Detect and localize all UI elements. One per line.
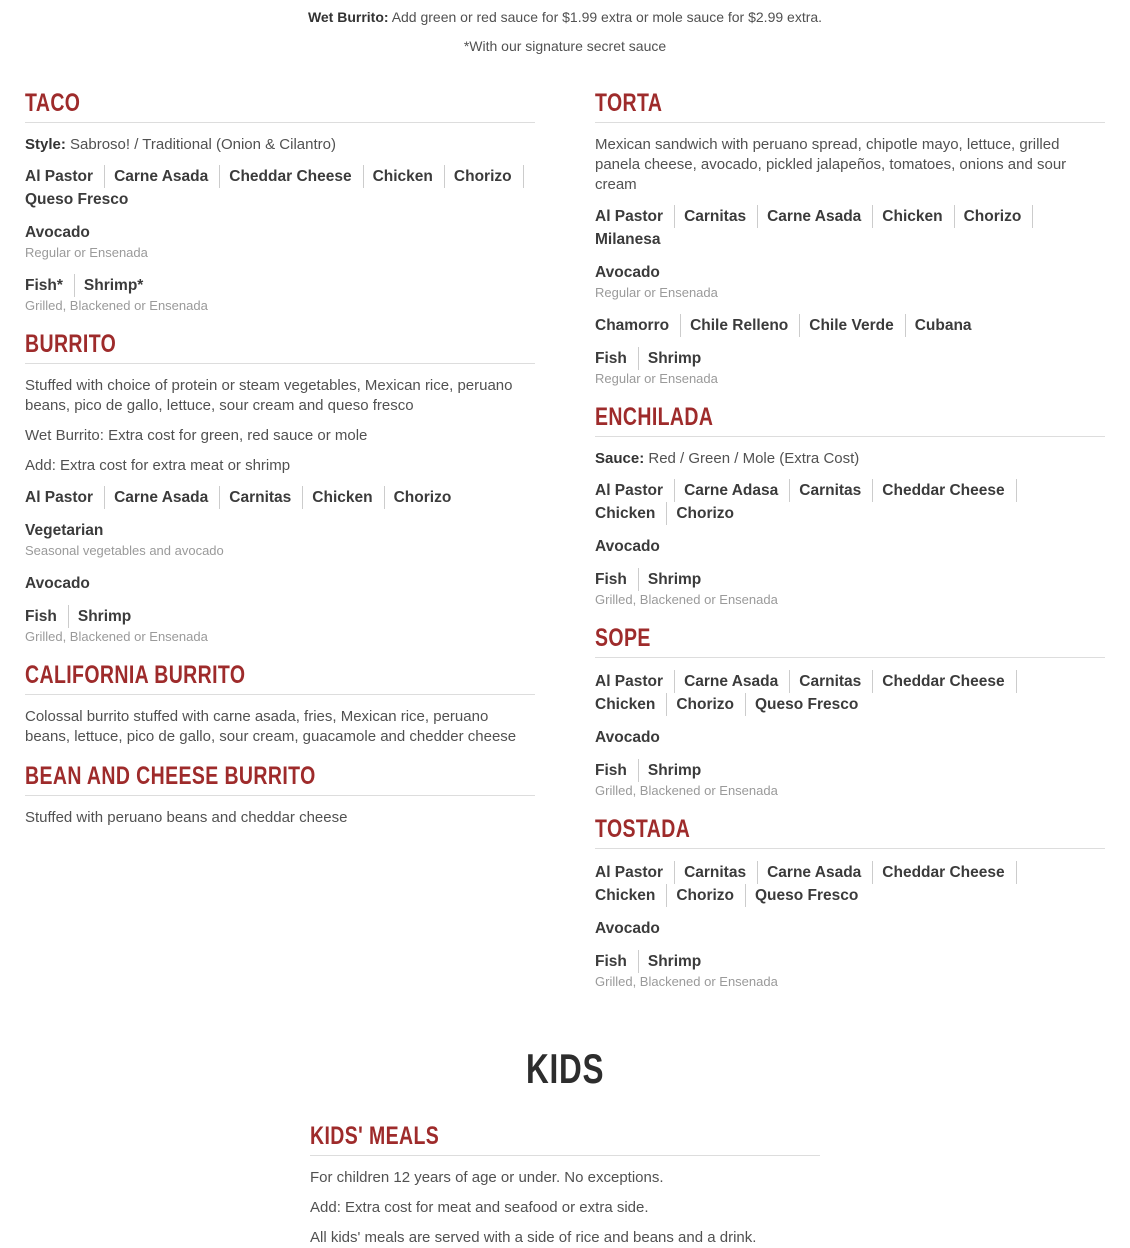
- option-row: [595, 759, 1105, 782]
- option-group: [25, 486, 535, 509]
- wet-burrito-label: Wet Burrito:: [307, 9, 389, 25]
- menu-item: Vegetarian: [25, 522, 104, 539]
- menu-item: Cubana: [914, 317, 972, 334]
- option-group: [595, 347, 1105, 388]
- menu-item: Chorizo: [454, 165, 524, 188]
- section-title: BEAN AND CHEESE BURRITO: [25, 762, 316, 790]
- right-column: [595, 88, 1105, 1005]
- menu-item: Chorizo: [964, 205, 1034, 228]
- menu-item: Chile Verde: [809, 314, 905, 337]
- option-row: [25, 165, 535, 211]
- option-row: [595, 670, 1105, 716]
- section-description: Stuffed with peruano beans and cheddar cheese: [25, 809, 348, 826]
- menu-item: Chorizo: [676, 505, 734, 522]
- option-group: [25, 519, 535, 560]
- section-underline: [25, 795, 535, 796]
- menu-item: Chile Relleno: [690, 314, 800, 337]
- menu-item: Cheddar Cheese: [882, 861, 1016, 884]
- option-group: [595, 535, 1105, 558]
- section-underline: [25, 694, 535, 695]
- option-row: [595, 861, 1105, 907]
- menu-item: Avocado: [595, 920, 660, 937]
- option-group: [595, 479, 1105, 525]
- menu-item: Queso Fresco: [755, 696, 859, 713]
- option-group: [595, 568, 1105, 609]
- menu-item: Chicken: [373, 165, 445, 188]
- option-group: [595, 670, 1105, 716]
- menu-section: [595, 814, 1105, 991]
- option-group: [25, 274, 535, 315]
- option-subtext: Grilled, Blackened or Ensenada: [25, 629, 208, 644]
- kids-group-title-text: KIDS: [525, 1045, 605, 1092]
- menu-columns: [0, 88, 1130, 1005]
- menu-item: Shrimp*: [83, 277, 144, 294]
- style-value: Sabroso! / Traditional (Onion & Cilantro): [70, 136, 336, 153]
- menu-item: Chicken: [595, 884, 667, 907]
- option-subtext: Grilled, Blackened or Ensenada: [25, 298, 208, 313]
- menu-item: Al Pastor: [25, 486, 105, 509]
- menu-item: Cheddar Cheese: [882, 479, 1016, 502]
- menu-item: Shrimp: [647, 571, 702, 588]
- option-row: [595, 347, 1105, 370]
- menu-item: Avocado: [595, 264, 660, 281]
- menu-item: Carnitas: [799, 670, 873, 693]
- option-group: [595, 314, 1105, 337]
- option-row: [25, 274, 535, 297]
- menu-item: Carne Asada: [767, 205, 873, 228]
- menu-section: [25, 88, 535, 315]
- option-row: [25, 572, 535, 595]
- option-group: [595, 261, 1105, 302]
- section-title: TACO: [25, 89, 81, 117]
- option-row: [25, 605, 535, 628]
- menu-item: Milanesa: [595, 231, 661, 248]
- menu-item: Al Pastor: [595, 205, 675, 228]
- section-underline: [25, 363, 535, 364]
- section-description: Mexican sandwich with peruano spread, chipotle mayo, lettuce, grilled panela cheese, avocado, pickled jalapeños, tomatoes, onions and sour cream: [595, 136, 1067, 193]
- menu-item: Carne Asada: [114, 165, 220, 188]
- menu-item: Avocado: [25, 224, 90, 241]
- menu-item: Queso Fresco: [755, 887, 859, 904]
- option-subtext: Seasonal vegetables and avocado: [25, 543, 224, 558]
- menu-item: Shrimp: [77, 608, 132, 625]
- menu-item: Al Pastor: [25, 165, 105, 188]
- menu-item: Al Pastor: [595, 861, 675, 884]
- menu-section: [25, 660, 535, 747]
- menu-item: Al Pastor: [595, 479, 675, 502]
- option-subtext: Regular or Ensenada: [595, 371, 718, 386]
- section-description: Colossal burrito stuffed with carne asada, fries, Mexican rice, peruano beans, lettuce, pico de gallo, sour cream, guacamole and chedder cheese: [25, 708, 517, 745]
- menu-item: Carne Adasa: [684, 479, 790, 502]
- menu-item: Cheddar Cheese: [882, 670, 1016, 693]
- left-column: [25, 88, 535, 1005]
- menu-item: Carnitas: [799, 479, 873, 502]
- kids-column: [310, 1121, 820, 1248]
- menu-item: Chicken: [595, 693, 667, 716]
- style-value: Red / Green / Mole (Extra Cost): [648, 450, 860, 467]
- option-subtext: Regular or Ensenada: [595, 285, 718, 300]
- menu-item: Queso Fresco: [25, 191, 129, 208]
- menu-item: Fish: [595, 347, 639, 370]
- menu-item: Chamorro: [595, 314, 681, 337]
- section-description: Stuffed with choice of protein or steam vegetables, Mexican rice, peruano beans, pico de gallo, lettuce, sour cream and queso fresco: [25, 377, 513, 414]
- menu-item: Carnitas: [684, 861, 758, 884]
- menu-item: Carnitas: [229, 486, 303, 509]
- option-subtext: Grilled, Blackened or Ensenada: [595, 974, 778, 989]
- option-row: [595, 314, 1105, 337]
- option-subtext: Grilled, Blackened or Ensenada: [595, 592, 778, 607]
- option-row: [25, 486, 535, 509]
- menu-item: Chicken: [595, 502, 667, 525]
- menu-item: Fish: [595, 950, 639, 973]
- menu-section: [595, 88, 1105, 388]
- section-description: Add: Extra cost for meat and seafood or extra side.: [310, 1199, 649, 1216]
- section-description: All kids' meals are served with a side of rice and beans and a drink.: [310, 1229, 757, 1246]
- option-row: [25, 519, 535, 542]
- menu-item: Fish*: [25, 274, 75, 297]
- option-group: [595, 861, 1105, 907]
- wet-burrito-text: Add green or red sauce for $1.99 extra or mole sauce for $2.99 extra.: [391, 9, 823, 25]
- section-title: ENCHILADA: [595, 403, 714, 431]
- section-title: TORTA: [595, 89, 663, 117]
- menu-item: Avocado: [595, 538, 660, 555]
- section-title: SOPE: [595, 624, 651, 652]
- menu-section: [25, 329, 535, 646]
- option-group: [25, 165, 535, 211]
- section-underline: [595, 436, 1105, 437]
- menu-item: Chicken: [882, 205, 954, 228]
- option-group: [25, 605, 535, 646]
- section-style-note: [25, 135, 535, 155]
- option-row: [595, 205, 1105, 251]
- menu-item: Chorizo: [393, 489, 452, 506]
- section-title: CALIFORNIA BURRITO: [25, 661, 246, 689]
- menu-item: Shrimp: [647, 350, 702, 367]
- menu-item: Fish: [595, 759, 639, 782]
- kids-group: [0, 1045, 1130, 1248]
- option-row: [595, 568, 1105, 591]
- section-underline: [595, 122, 1105, 123]
- option-group: [595, 950, 1105, 991]
- option-row: [595, 726, 1105, 749]
- section-underline: [595, 657, 1105, 658]
- top-notes: [0, 0, 1130, 56]
- section-description: Add: Extra cost for extra meat or shrimp: [25, 457, 291, 474]
- section-underline: [310, 1155, 820, 1156]
- menu-item: Avocado: [595, 729, 660, 746]
- menu-item: Avocado: [25, 575, 90, 592]
- menu-item: Carne Asada: [684, 670, 790, 693]
- menu-section: [595, 402, 1105, 609]
- menu-item: Carne Asada: [114, 486, 220, 509]
- section-underline: [25, 122, 535, 123]
- menu-section: [310, 1121, 820, 1248]
- style-label: Style:: [25, 136, 66, 153]
- option-row: [595, 479, 1105, 525]
- section-style-note: [595, 449, 1105, 469]
- menu-item: Chicken: [312, 486, 384, 509]
- option-group: [595, 205, 1105, 251]
- menu-item: Fish: [595, 568, 639, 591]
- option-row: [595, 917, 1105, 940]
- menu-item: Carne Asada: [767, 861, 873, 884]
- option-group: [25, 572, 535, 595]
- option-group: [595, 917, 1105, 940]
- secret-sauce-note: *With our signature secret sauce: [463, 38, 667, 54]
- menu-item: Al Pastor: [595, 670, 675, 693]
- menu-item: Chorizo: [676, 693, 746, 716]
- menu-item: Fish: [25, 605, 69, 628]
- option-row: [595, 261, 1105, 284]
- option-subtext: Regular or Ensenada: [25, 245, 148, 260]
- menu-item: Cheddar Cheese: [229, 165, 363, 188]
- menu-item: Shrimp: [647, 953, 702, 970]
- section-underline: [595, 848, 1105, 849]
- wet-burrito-note: [0, 7, 1130, 27]
- style-label: Sauce:: [595, 450, 645, 467]
- option-subtext: Grilled, Blackened or Ensenada: [595, 783, 778, 798]
- section-title: KIDS' MEALS: [310, 1122, 440, 1150]
- menu-section: [25, 761, 535, 828]
- option-group: [25, 221, 535, 262]
- option-row: [595, 950, 1105, 973]
- section-title: BURRITO: [25, 330, 117, 358]
- option-group: [595, 726, 1105, 749]
- menu-item: Shrimp: [647, 762, 702, 779]
- section-title: TOSTADA: [595, 815, 691, 843]
- option-group: [595, 759, 1105, 800]
- option-row: [25, 221, 535, 244]
- menu-section: [595, 623, 1105, 800]
- option-row: [595, 535, 1105, 558]
- menu-item: Carnitas: [684, 205, 758, 228]
- kids-group-title: [0, 1045, 1130, 1093]
- section-description: For children 12 years of age or under. No exceptions.: [310, 1169, 664, 1186]
- section-description: Wet Burrito: Extra cost for green, red sauce or mole: [25, 427, 368, 444]
- menu-item: Chorizo: [676, 884, 746, 907]
